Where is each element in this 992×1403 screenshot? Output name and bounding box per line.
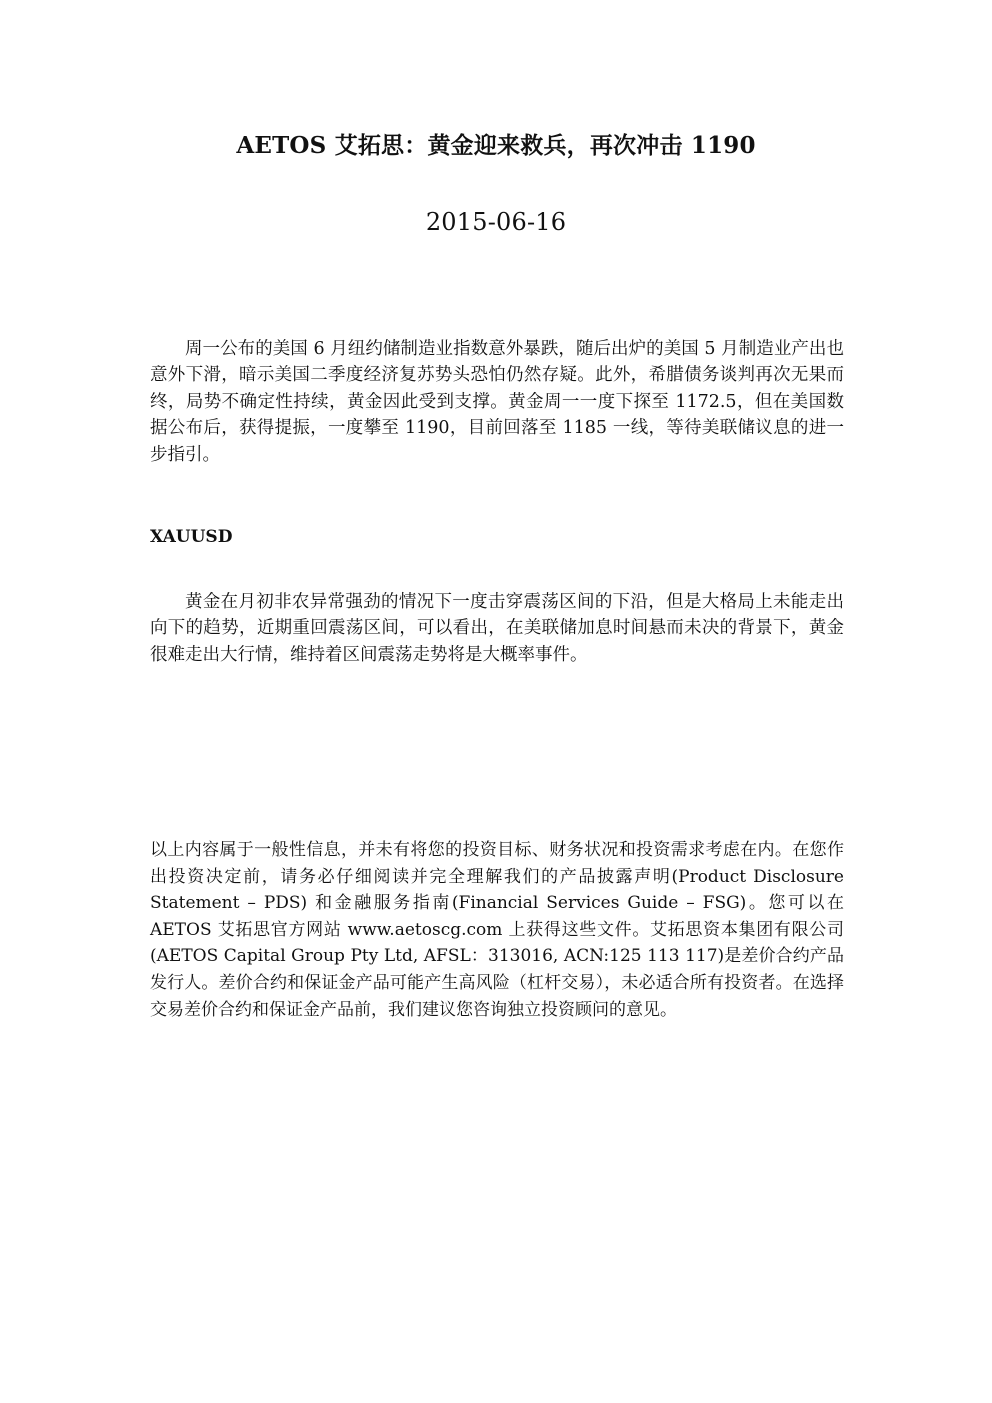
document-date: 2015-06-16 — [425, 208, 567, 236]
analysis-paragraph: 黄金在月初非农异常强劲的情况下一度击穿震荡区间的下沿，但是大格局上未能走出向下的趋势，近期重回震荡区间，可以看出，在美联储加息时间悬而未决的背景下，黄金很难走出大行情，维持着区间震荡走势将是大概率事件。 — [150, 591, 844, 665]
document-title: AETOS 艾拓思：黄金迎来救兵，再次冲击 1190 — [236, 132, 756, 159]
intro-paragraph: 周一公布的美国 6 月纽约储制造业指数意外暴跌，随后出炉的美国 5 月制造业产出也意外下滑，暗示美国二季度经济复苏势头恐怕仍然存疑。此外，希腊债务谈判再次无果而终，局势不确定性持续，黄金因此受到支撑。黄金周一一度下探至 1172.5，但在美国数据公布后，获得提振，一度攀至 1190，目前回落至 1185 一线，等待美联储议息的进一步指引。 — [150, 338, 844, 465]
section-label-xauusd: XAUUSD — [150, 527, 233, 547]
disclaimer-paragraph: 以上内容属于一般性信息，并未有将您的投资目标、财务状况和投资需求考虑在内。在您作出投资决定前，请务必仔细阅读并完全理解我们的产品披露声明(Product Disclosure Statement – PDS) 和金融服务指南(Financial Services Guide – FSG)。您可以在 AETOS 艾拓思官方网站 www.aetoscg.com 上获得这些文件。艾拓思资本集团有限公司(AETOS Capital Group Pty Ltd, AFSL：313016, ACN:125 113 117)是差价合约产品发行人。差价合约和保证金产品可能产生高风险（杠杆交易），未必适合所有投资者。在选择交易差价合约和保证金产品前，我们建议您咨询独立投资顾问的意见。 — [150, 840, 844, 1020]
